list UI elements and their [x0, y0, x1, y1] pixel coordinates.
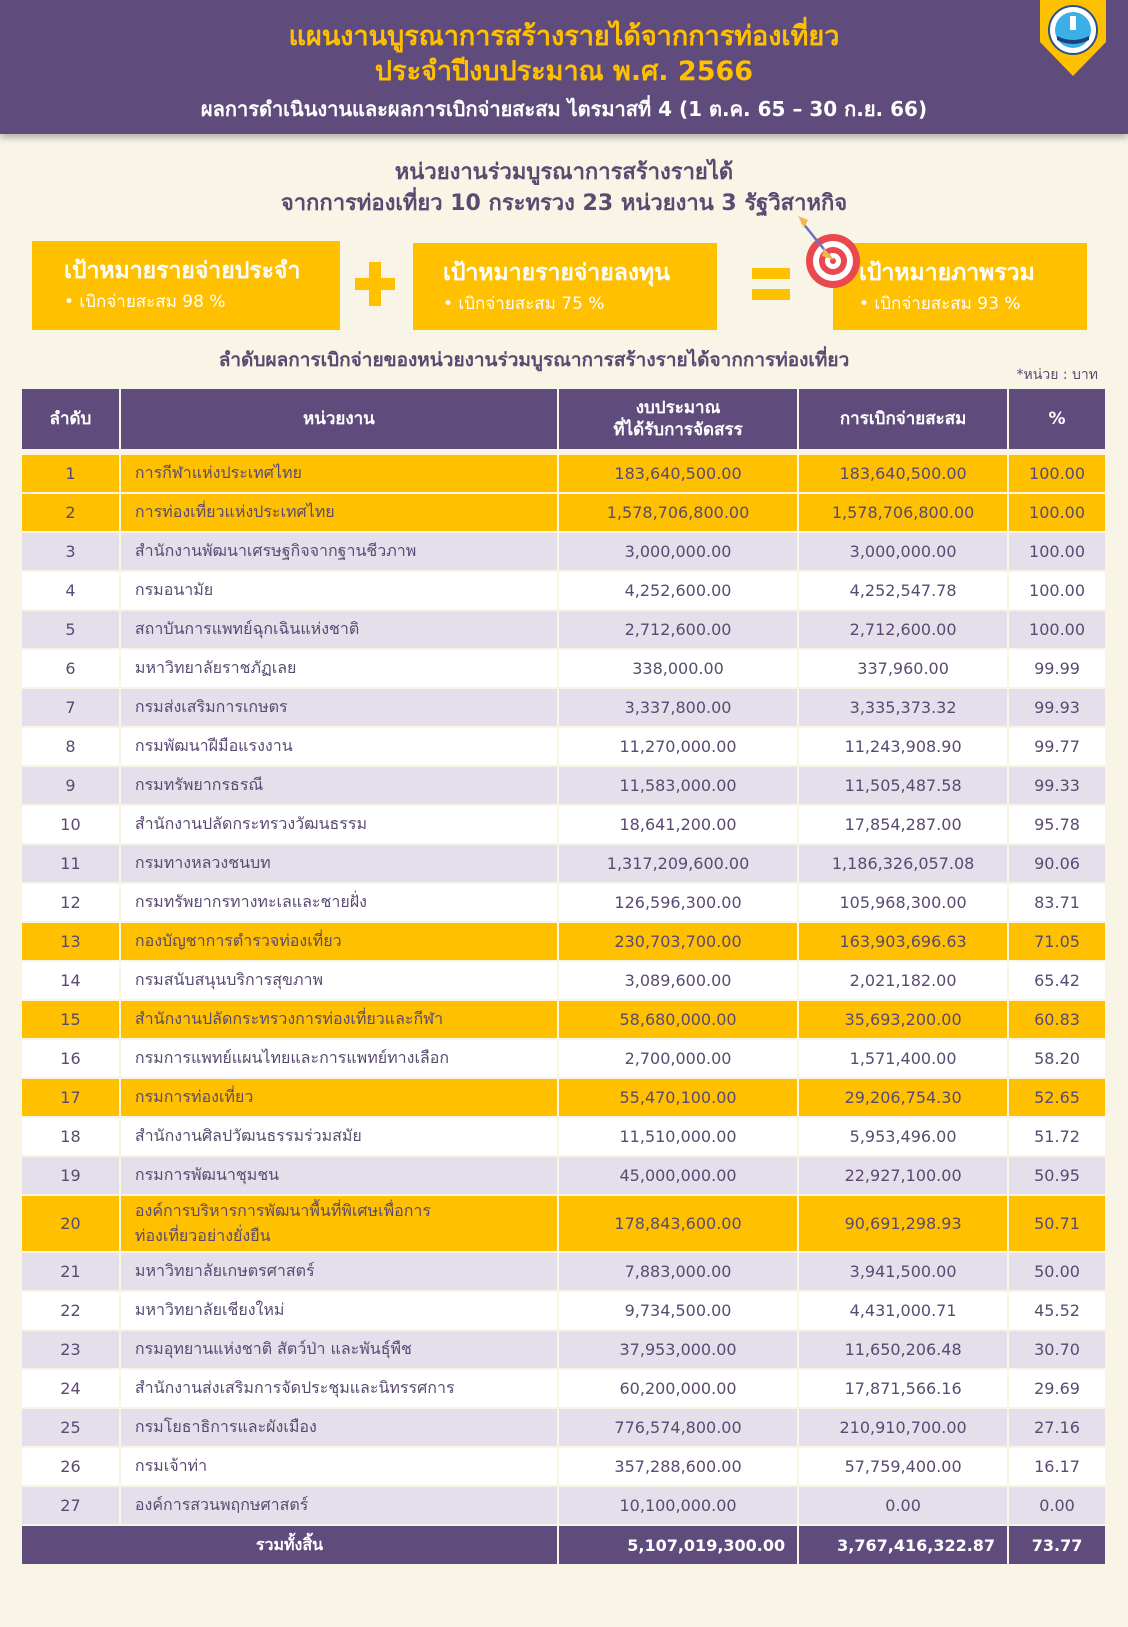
percent-cell: 83.71: [1009, 884, 1105, 921]
agency-cell: กรมการท่องเที่ยว: [121, 1079, 557, 1116]
table-row: [22, 1040, 1105, 1077]
table-row: [22, 611, 1105, 648]
header-gap: [22, 451, 1105, 453]
budget-cell: 58,680,000.00: [559, 1001, 797, 1038]
budget-cell: 183,640,500.00: [559, 455, 797, 492]
agency-cell: องค์การสวนพฤกษศาสตร์: [121, 1487, 557, 1524]
rank-cell: 23: [22, 1331, 119, 1368]
header-percent: %: [1009, 389, 1105, 449]
percent-cell: 45.52: [1009, 1292, 1105, 1329]
table-row: [22, 923, 1105, 960]
target-icon: [796, 214, 866, 290]
disbursed-cell: 210,910,700.00: [799, 1409, 1007, 1446]
disbursed-cell: 163,903,696.63: [799, 923, 1007, 960]
title-line-2: ประจำปีงบประมาณ พ.ศ. 2566: [374, 56, 754, 87]
target-card-investment: [413, 243, 717, 330]
header-disbursed: การเบิกจ่ายสะสม: [799, 389, 1007, 449]
rank-cell: 8: [22, 728, 119, 765]
percent-cell: 58.20: [1009, 1040, 1105, 1077]
table-row: [22, 1292, 1105, 1329]
rank-cell: 19: [22, 1157, 119, 1194]
disbursed-cell: 105,968,300.00: [799, 884, 1007, 921]
disbursed-cell: 57,759,400.00: [799, 1448, 1007, 1485]
total-budget: 5,107,019,300.00: [559, 1526, 797, 1564]
rank-cell: 26: [22, 1448, 119, 1485]
rank-cell: 16: [22, 1040, 119, 1077]
percent-cell: 65.42: [1009, 962, 1105, 999]
budget-cell: 9,734,500.00: [559, 1292, 797, 1329]
agency-cell: สถาบันการแพทย์ฉุกเฉินแห่งชาติ: [121, 611, 557, 648]
budget-cell: 776,574,800.00: [559, 1409, 797, 1446]
table-row: [22, 845, 1105, 882]
rank-cell: 1: [22, 455, 119, 492]
table-row: [22, 1409, 1105, 1446]
table-row: [22, 1118, 1105, 1155]
percent-cell: 0.00: [1009, 1487, 1105, 1524]
budget-cell: 230,703,700.00: [559, 923, 797, 960]
disbursed-cell: 17,854,287.00: [799, 806, 1007, 843]
table-row: [22, 689, 1105, 726]
agency-cell: สำนักงานปลัดกระทรวงวัฒนธรรม: [121, 806, 557, 843]
percent-cell: 27.16: [1009, 1409, 1105, 1446]
table-row: [22, 533, 1105, 570]
table-row: [22, 1079, 1105, 1116]
title-line-1: แผนงานบูรณาการสร้างรายได้จากการท่องเที่ยว: [288, 21, 840, 52]
table-row: [22, 1253, 1105, 1290]
percent-cell: 99.99: [1009, 650, 1105, 687]
table-row: [22, 728, 1105, 765]
table-row: [22, 650, 1105, 687]
budget-cell: 3,089,600.00: [559, 962, 797, 999]
disbursed-cell: 0.00: [799, 1487, 1007, 1524]
agency-cell: กรมอนามัย: [121, 572, 557, 609]
table-row: [22, 806, 1105, 843]
table-header-row: [22, 389, 1105, 449]
total-percent: 73.77: [1009, 1526, 1105, 1564]
percent-cell: 100.00: [1009, 494, 1105, 531]
table-row: [22, 1157, 1105, 1194]
percent-cell: 16.17: [1009, 1448, 1105, 1485]
rank-cell: 10: [22, 806, 119, 843]
disbursed-cell: 1,186,326,057.08: [799, 845, 1007, 882]
agency-cell: สำนักงานศิลปวัฒนธรรมร่วมสมัย: [121, 1118, 557, 1155]
rank-cell: 6: [22, 650, 119, 687]
total-row: [22, 1526, 1105, 1564]
page-header: [0, 0, 1128, 134]
table-row: [22, 962, 1105, 999]
unit-note: *หน่วย : บาท: [1016, 367, 1098, 383]
rank-cell: 11: [22, 845, 119, 882]
ranking-title: ลำดับผลการเบิกจ่ายของหน่วยงานร่วมบูรณาการสร้างรายได้จากการท่องเที่ยว: [218, 349, 850, 371]
rank-cell: 21: [22, 1253, 119, 1290]
agency-emblem-icon: [1040, 0, 1106, 78]
budget-cell: 178,843,600.00: [559, 1196, 797, 1251]
percent-cell: 60.83: [1009, 1001, 1105, 1038]
rank-cell: 14: [22, 962, 119, 999]
agency-cell: มหาวิทยาลัยราชภัฏเลย: [121, 650, 557, 687]
total-disbursed: 3,767,416,322.87: [799, 1526, 1007, 1564]
target-title: เป้าหมายภาพรวม: [859, 260, 1035, 286]
plus-icon: [355, 262, 395, 306]
table-row: [22, 1370, 1105, 1407]
summary-line-1: หน่วยงานร่วมบูรณาการสร้างรายได้: [394, 160, 734, 185]
header-budget-line-2: ที่ได้รับการจัดสรร: [613, 420, 743, 440]
budget-cell: 11,583,000.00: [559, 767, 797, 804]
disbursed-cell: 4,431,000.71: [799, 1292, 1007, 1329]
budget-cell: 10,100,000.00: [559, 1487, 797, 1524]
target-card-overall: [833, 243, 1087, 330]
agency-cell: กองบัญชาการตำรวจท่องเที่ยว: [121, 923, 557, 960]
table-row: [22, 884, 1105, 921]
percent-cell: 100.00: [1009, 455, 1105, 492]
report-subtitle: ผลการดำเนินงานและผลการเบิกจ่ายสะสม ไตรมาสที่ 4 (1 ต.ค. 65 – 30 ก.ย. 66): [200, 97, 928, 121]
percent-cell: 50.71: [1009, 1196, 1105, 1251]
budget-cell: 126,596,300.00: [559, 884, 797, 921]
table-row: [22, 767, 1105, 804]
budget-cell: 3,337,800.00: [559, 689, 797, 726]
disbursed-cell: 5,953,496.00: [799, 1118, 1007, 1155]
rank-cell: 25: [22, 1409, 119, 1446]
rank-cell: 7: [22, 689, 119, 726]
disbursed-cell: 4,252,547.78: [799, 572, 1007, 609]
percent-cell: 90.06: [1009, 845, 1105, 882]
percent-cell: 51.72: [1009, 1118, 1105, 1155]
target-title: เป้าหมายรายจ่ายลงทุน: [443, 260, 670, 286]
disbursed-cell: 3,000,000.00: [799, 533, 1007, 570]
disbursed-cell: 11,505,487.58: [799, 767, 1007, 804]
rank-cell: 27: [22, 1487, 119, 1524]
disbursed-cell: 22,927,100.00: [799, 1157, 1007, 1194]
disbursed-cell: 1,578,706,800.00: [799, 494, 1007, 531]
agency-cell: สำนักงานพัฒนาเศรษฐกิจจากฐานชีวภาพ: [121, 533, 557, 570]
disbursed-cell: 3,941,500.00: [799, 1253, 1007, 1290]
target-detail: • เบิกจ่ายสะสม 98 %: [64, 292, 226, 312]
budget-cell: 11,270,000.00: [559, 728, 797, 765]
budget-cell: 3,000,000.00: [559, 533, 797, 570]
percent-cell: 52.65: [1009, 1079, 1105, 1116]
target-title: เป้าหมายรายจ่ายประจำ: [64, 258, 301, 284]
percent-cell: 100.00: [1009, 533, 1105, 570]
agency-cell: กรมเจ้าท่า: [121, 1448, 557, 1485]
budget-cell: 18,641,200.00: [559, 806, 797, 843]
total-label: รวมทั้งสิ้น: [22, 1526, 557, 1564]
equals-icon: [752, 268, 790, 302]
agency-cell: กรมส่งเสริมการเกษตร: [121, 689, 557, 726]
disbursed-cell: 11,650,206.48: [799, 1331, 1007, 1368]
rank-cell: 4: [22, 572, 119, 609]
budget-cell: 2,700,000.00: [559, 1040, 797, 1077]
rank-cell: 24: [22, 1370, 119, 1407]
rank-cell: 22: [22, 1292, 119, 1329]
table-row: [22, 1448, 1105, 1485]
agency-cell: กรมพัฒนาฝีมือแรงงาน: [121, 728, 557, 765]
agency-cell: กรมทรัพยากรทางทะเลและชายฝั่ง: [121, 884, 557, 921]
agency-line-1: องค์การบริหารการพัฒนาพื้นที่พิเศษเพื่อการ: [134, 1200, 431, 1220]
percent-cell: 29.69: [1009, 1370, 1105, 1407]
table-row: [22, 1487, 1105, 1524]
rank-cell: 18: [22, 1118, 119, 1155]
disbursed-cell: 90,691,298.93: [799, 1196, 1007, 1251]
agency-cell: มหาวิทยาลัยเชียงใหม่: [121, 1292, 557, 1329]
disbursed-cell: 337,960.00: [799, 650, 1007, 687]
percent-cell: 99.93: [1009, 689, 1105, 726]
budget-cell: 2,712,600.00: [559, 611, 797, 648]
table-row: [22, 1196, 1105, 1251]
table-row: [22, 455, 1105, 492]
agency-cell: การท่องเที่ยวแห่งประเทศไทย: [121, 494, 557, 531]
budget-cell: 45,000,000.00: [559, 1157, 797, 1194]
budget-cell: 55,470,100.00: [559, 1079, 797, 1116]
rank-cell: 12: [22, 884, 119, 921]
disbursed-cell: 183,640,500.00: [799, 455, 1007, 492]
budget-cell: 338,000.00: [559, 650, 797, 687]
percent-cell: 100.00: [1009, 611, 1105, 648]
agency-cell: การกีฬาแห่งประเทศไทย: [121, 455, 557, 492]
disbursed-cell: 1,571,400.00: [799, 1040, 1007, 1077]
header-budget-line-1: งบประมาณ: [635, 398, 721, 418]
disbursed-cell: 17,871,566.16: [799, 1370, 1007, 1407]
table-row: [22, 572, 1105, 609]
rank-cell: 2: [22, 494, 119, 531]
disbursed-cell: 2,712,600.00: [799, 611, 1007, 648]
rank-cell: 17: [22, 1079, 119, 1116]
agency-line-2: ท่องเที่ยวอย่างยั่งยืน: [134, 1225, 271, 1245]
agency-cell: กรมการแพทย์แผนไทยและการแพทย์ทางเลือก: [121, 1040, 557, 1077]
agency-cell: กรมทรัพยากรธรณี: [121, 767, 557, 804]
percent-cell: 50.95: [1009, 1157, 1105, 1194]
agency-cell: กรมอุทยานแห่งชาติ สัตว์ป่า และพันธุ์พืช: [121, 1331, 557, 1368]
budget-cell: 1,317,209,600.00: [559, 845, 797, 882]
agency-cell: มหาวิทยาลัยเกษตรศาสตร์: [121, 1253, 557, 1290]
agency-cell: กรมทางหลวงชนบท: [121, 845, 557, 882]
rank-cell: 20: [22, 1196, 119, 1251]
percent-cell: 99.77: [1009, 728, 1105, 765]
disbursed-cell: 35,693,200.00: [799, 1001, 1007, 1038]
header-agency: หน่วยงาน: [121, 389, 557, 449]
rank-cell: 15: [22, 1001, 119, 1038]
target-card-recurring: [32, 241, 340, 330]
table-row: [22, 494, 1105, 531]
percent-cell: 100.00: [1009, 572, 1105, 609]
agency-cell: สำนักงานปลัดกระทรวงการท่องเที่ยวและกีฬา: [121, 1001, 557, 1038]
agency-cell: กรมการพัฒนาชุมชน: [121, 1157, 557, 1194]
disbursement-table: [20, 387, 1107, 1566]
gap-cell: [22, 451, 1105, 453]
budget-cell: 4,252,600.00: [559, 572, 797, 609]
table-row: [22, 1001, 1105, 1038]
disbursed-cell: 11,243,908.90: [799, 728, 1007, 765]
rank-cell: 5: [22, 611, 119, 648]
summary-line-2: จากการท่องเที่ยว 10 กระทรวง 23 หน่วยงาน 3 รัฐวิสาหกิจ: [280, 191, 848, 216]
budget-cell: 1,578,706,800.00: [559, 494, 797, 531]
rank-cell: 3: [22, 533, 119, 570]
agency-cell: กรมสนับสนุนบริการสุขภาพ: [121, 962, 557, 999]
rank-cell: 9: [22, 767, 119, 804]
percent-cell: 71.05: [1009, 923, 1105, 960]
percent-cell: 50.00: [1009, 1253, 1105, 1290]
percent-cell: 95.78: [1009, 806, 1105, 843]
agency-cell: สำนักงานส่งเสริมการจัดประชุมและนิทรรศการ: [121, 1370, 557, 1407]
budget-cell: 37,953,000.00: [559, 1331, 797, 1368]
budget-cell: 60,200,000.00: [559, 1370, 797, 1407]
table-row: [22, 1331, 1105, 1368]
rank-cell: 13: [22, 923, 119, 960]
budget-cell: 11,510,000.00: [559, 1118, 797, 1155]
disbursed-cell: 3,335,373.32: [799, 689, 1007, 726]
target-detail: • เบิกจ่ายสะสม 75 %: [443, 294, 605, 314]
percent-cell: 30.70: [1009, 1331, 1105, 1368]
disbursed-cell: 29,206,754.30: [799, 1079, 1007, 1116]
header-rank: ลำดับ: [22, 389, 119, 449]
header-budget: [559, 389, 797, 449]
budget-cell: 357,288,600.00: [559, 1448, 797, 1485]
disbursed-cell: 2,021,182.00: [799, 962, 1007, 999]
percent-cell: 99.33: [1009, 767, 1105, 804]
agency-cell: [121, 1196, 557, 1251]
budget-cell: 7,883,000.00: [559, 1253, 797, 1290]
agency-cell: กรมโยธาธิการและผังเมือง: [121, 1409, 557, 1446]
target-detail: • เบิกจ่ายสะสม 93 %: [859, 294, 1021, 314]
